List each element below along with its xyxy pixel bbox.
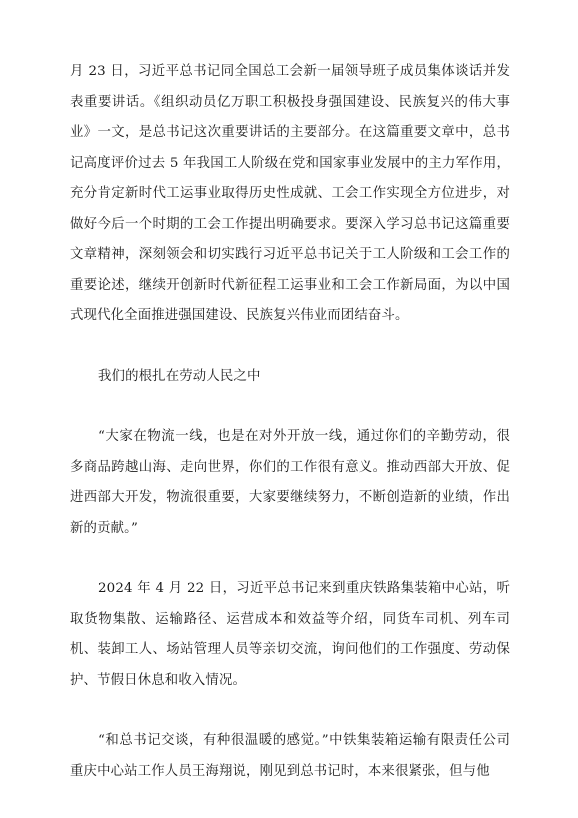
paragraph-intro: 月 23 日，习近平总书记同全国总工会新一届领导班子成员集体谈话并发表重要讲话。《组织动员亿万职工积极投身强国建设、民族复兴的伟大事业》一文，是总书记这次重要讲话的主要部分。在这篇重要文章中，总书记高度评价过去 5 年我国工人阶级在党和国家事业发展中的主力军作用，充分肯定新时代工运事业取得历史性成就、工会工作实现全方位进步，对做好今后一个时期的工会工作提出明确要求。要深入学习总书记这篇重要文章精神，深刻领会和切实践行习近平总书记关于工人阶级和工会工作的重要论述，继续开创新时代新征程工运事业和工会工作新局面，为以中国式现代化全面推进强国建设、民族复兴伟业而团结奋斗。: [70, 64, 510, 323]
article-body: [70, 57, 510, 787]
section-heading: 我们的根扎在劳动人民之中: [98, 368, 261, 384]
paragraph-testimony: “和总书记交谈，有种很温暖的感觉。”中铁集装箱运输有限责任公司重庆中心站工作人员王海翔说，刚见到总书记时，本来很紧张，但与他: [70, 733, 510, 779]
paragraph-event: 2024 年 4 月 22 日，习近平总书记来到重庆铁路集装箱中心站，听取货物集散、运输路径、运营成本和效益等介绍，同货车司机、列车司机、装卸工人、场站管理人员等亲切交流，询问他们的工作强度、劳动保护、节假日休息和收入情况。: [70, 581, 510, 688]
paragraph-spacer: [70, 696, 510, 726]
paragraph-spacer: [70, 544, 510, 574]
paragraph-quote: “大家在物流一线，也是在对外开放一线，通过你们的辛勤劳动，很多商品跨越山海、走向世界，你们的工作很有意义。推动西部大开放、促进西部大开发，物流很重要，大家要继续努力，不断创造新的业绩，作出新的贡献。”: [70, 429, 510, 536]
paragraph-spacer: [70, 332, 510, 362]
paragraph-spacer: [70, 392, 510, 422]
